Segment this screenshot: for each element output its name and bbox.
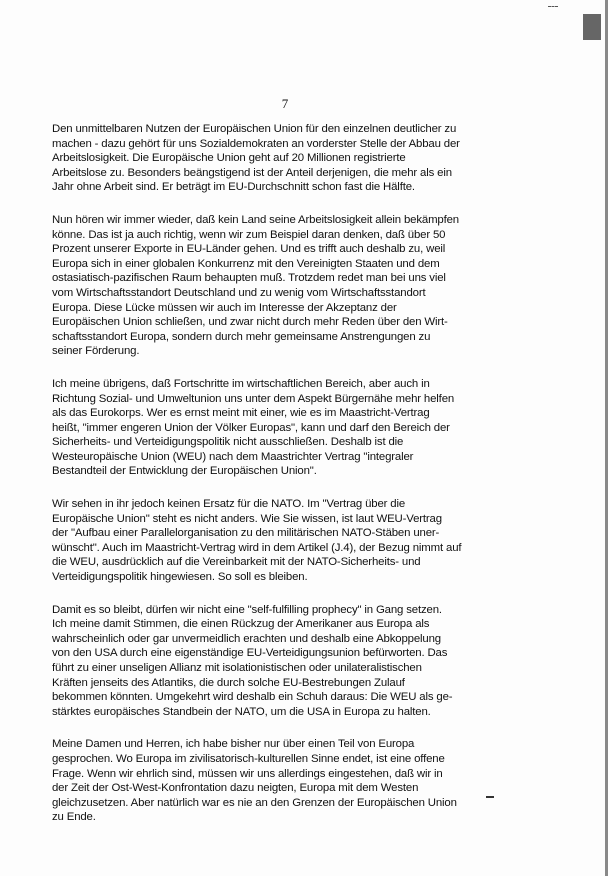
page-number: 7: [281, 96, 289, 111]
text-line: der Zeit der Ost-West-Konfrontation dazu neigten, Europa mit dem Westen: [52, 782, 419, 795]
scan-artifact-bottom: [486, 796, 494, 798]
text-line: zu Ende.: [52, 811, 96, 824]
text-line: als das Eurokorps. Wer es ernst meint mit einer, wie es im Maastricht-Vertrag: [52, 407, 430, 420]
text-line: Arbeitslose zu. Besonders beängstigend ist der Anteil derjenigen, die mehr als ein: [52, 166, 452, 179]
text-line: seiner Förderung.: [52, 345, 140, 358]
text-line: Wir sehen in ihr jedoch keinen Ersatz für die NATO. Im "Vertrag über die: [52, 498, 406, 511]
text-line: Verteidigungspolitik hingewiesen. So soll es bleiben.: [52, 571, 308, 584]
text-line: bekommen könnten. Umgekehrt wird deshalb ein Schuh daraus: Die WEU als ge-: [52, 691, 453, 704]
text-line: Den unmittelbaren Nutzen der Europäischen Union für den einzelnen deutlicher zu: [52, 123, 457, 135]
text-line: Ich meine damit Stimmen, die einen Rückzug der Amerikaner aus Europa als: [52, 618, 430, 631]
text-line: Jahr ohne Arbeit sind. Er beträgt im EU-Durchschnitt schon fast die Hälfte.: [52, 181, 415, 194]
text-line: ostasiatisch-pazifischen Raum behaupten muß. Trotzdem redet man bei uns viel: [52, 272, 446, 285]
body-text: [52, 122, 522, 843]
text-line: machen - dazu gehört für uns Sozialdemokraten an vorderster Stelle der Abbau der: [52, 137, 460, 150]
text-line: Damit es so bleibt, dürfen wir nicht eine "self-fulfilling prophecy" in Gang setzen.: [52, 603, 442, 616]
text-line: Europa. Diese Lücke müssen wir auch im Interesse der Akzeptanz der: [52, 301, 397, 314]
text-line: schaftsstandort Europa, sondern durch mehr gemeinsame Anstrengungen zu: [52, 330, 431, 343]
text-line: Kräften jenseits des Atlantiks, die durch solche EU-Bestrebungen Zulauf: [52, 676, 405, 689]
text-line: Richtung Sozial- und Umweltunion uns unter dem Aspekt Bürgernähe mehr helfen: [52, 392, 455, 405]
text-line: gesprochen. Wo Europa im zivilisatorisch-kulturellen Sinne endet, ist eine offene: [52, 752, 445, 765]
text-line: Meine Damen und Herren, ich habe bisher nur über einen Teil von Europa: [52, 738, 415, 751]
text-line: Prozent unserer Exporte in EU-Länder gehen. Und es trifft auch deshalb zu, weil: [52, 243, 446, 256]
text-line: der "Aufbau einer Parallelorganisation zu den militärischen NATO-Stäben uner-: [52, 527, 440, 540]
text-line: könne. Das ist ja auch richtig, wenn wir zum Beispiel daran denken, daß über 50: [52, 228, 446, 241]
text-line: Westeuropäische Union (WEU) nach dem Maastrichter Vertrag "integraler: [52, 450, 414, 463]
text-line: vom Wirtschaftsstandort Deutschland und zu wenig vom Wirtschaftsstandort: [52, 286, 426, 299]
paragraph-2: [52, 213, 522, 359]
paragraph-3: [52, 377, 522, 479]
text-line: wahrscheinlich oder gar unvermeidlich erachten und deshalb eine Abkoppelung: [52, 632, 441, 645]
paragraph-1: [52, 122, 522, 195]
text-line: Europäischen Union schließen, und zwar nicht durch mehr Reden über den Wirt-: [52, 316, 448, 329]
text-line: Europa sich in einer globalen Konkurrenz mit den Vereinigten Staaten und dem: [52, 257, 440, 270]
text-line: Nun hören wir immer wieder, daß kein Land seine Arbeitslosigkeit allein bekämpfen: [52, 213, 459, 226]
text-line: Bestandteil der Entwicklung der Europäischen Union".: [52, 465, 317, 478]
scan-artifact-top: [548, 6, 558, 10]
paragraph-6: [52, 737, 522, 825]
text-line: Sicherheits- und Verteidigungspolitik nicht ausschließen. Deshalb ist die: [52, 436, 404, 449]
text-line: gleichzusetzen. Aber natürlich war es nie an den Grenzen der Europäischen Union: [52, 796, 457, 809]
paragraph-5: [52, 603, 522, 720]
text-line: Ich meine übrigens, daß Fortschritte im wirtschaftlichen Bereich, aber auch in: [52, 377, 430, 390]
text-line: Europäische Union" steht es nicht anders. Wie Sie wissen, ist laut WEU-Vertrag: [52, 512, 442, 525]
text-line: wünscht". Auch im Maastricht-Vertrag wird in dem Artikel (J.4), der Bezug nimmt auf: [52, 541, 462, 554]
text-line: heißt, "immer engeren Union der Völker Europas", kann und darf den Bereich der: [52, 421, 450, 434]
text-line: stärktes europäisches Standbein der NATO, um die USA in Europa zu halten.: [52, 705, 431, 718]
text-line: von den USA durch eine eigenständige EU-Verteidigungsunion befürworten. Das: [52, 647, 448, 660]
text-line: die WEU, ausdrücklich auf die Vereinbarkeit mit der NATO-Sicherheits- und: [52, 556, 421, 569]
scan-artifact-corner: [583, 14, 601, 40]
paragraph-4: [52, 497, 522, 585]
text-line: führt zu einer unseligen Allianz mit isolationistischen oder unilateralistischen: [52, 662, 422, 674]
text-line: Frage. Wenn wir ehrlich sind, müssen wir uns allerdings eingestehen, daß wir in: [52, 767, 443, 780]
text-line: Arbeitslosigkeit. Die Europäische Union geht auf 20 Millionen registrierte: [52, 152, 406, 165]
